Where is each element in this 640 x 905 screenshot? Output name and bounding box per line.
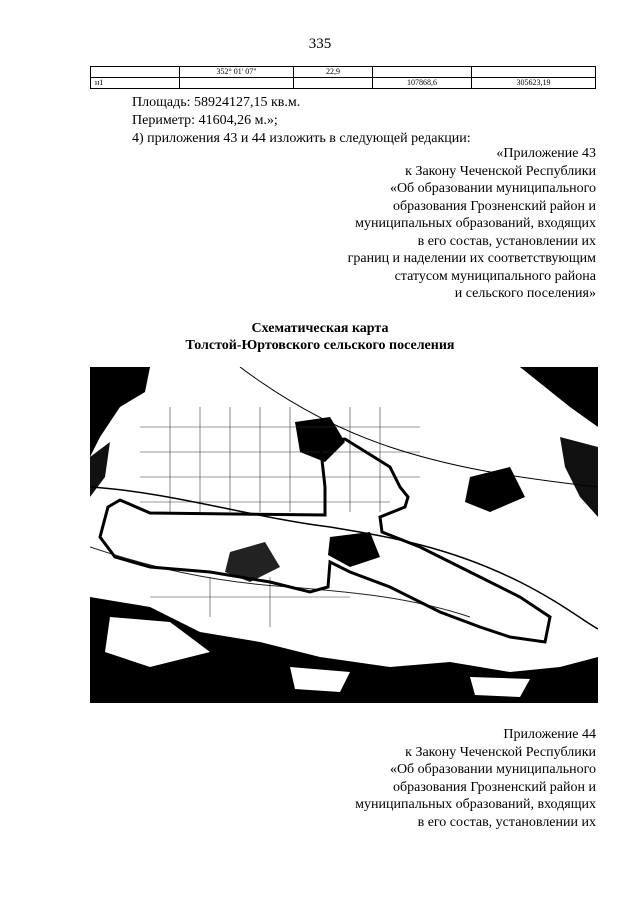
table-cell: 305623,19 [472,78,596,89]
appendix-43-line: «Приложение 43 [496,146,596,161]
appendix-43-line: «Об образовании муниципального [389,181,596,196]
amendment-line: 4) приложения 43 и 44 изложить в следующей редакции: [132,131,471,146]
perimeter-line: Периметр: 41604,26 м.»; [132,113,278,128]
appendix-43-line: и сельского поселения» [454,286,596,301]
appendix-44-header [355,726,596,831]
page-number: 335 [308,36,332,52]
map-title-line: Толстой-Юртовского сельского поселения [185,338,455,353]
area-line: Площадь: 58924127,15 кв.м. [132,95,301,110]
table-cell [180,78,294,89]
appendix-44-line: к Закону Чеченской Республики [405,744,596,760]
appendix-43-line: образования Грозненский район и [393,198,596,214]
table-cell: 107868,6 [373,78,472,89]
appendix-43-line: границ и наделении их соответствующим [347,251,596,266]
map-title [0,320,640,354]
appendix-44-line: в его состав, установлении их [417,814,596,830]
table-row [91,78,596,89]
table-cell: 22,9 [294,67,373,78]
appendix-44-line: образования Грозненский район и [393,779,596,795]
map-title-line: Схематическая карта [251,321,389,336]
table-cell [294,78,373,89]
appendix-44-line: Приложение 44 [503,727,596,742]
table-cell [373,67,472,78]
appendix-44-line: «Об образовании муниципального [389,762,596,777]
appendix-43-header [348,145,596,303]
map-terrain [470,677,530,697]
table-cell: 352° 01' 07" [180,67,294,78]
table-cell: н1 [91,78,180,89]
schematic-map [90,367,598,703]
table-cell [472,67,596,78]
table-cell [91,67,180,78]
coordinates-table [90,66,596,89]
appendix-43-line: к Закону Чеченской Республики [405,163,596,179]
appendix-43-line: муниципальных образований, входящих [355,216,596,231]
appendix-43-line: в его состав, установлении их [417,233,596,249]
table-row [91,67,596,78]
appendix-44-line: муниципальных образований, входящих [355,797,596,812]
appendix-43-line: статусом муниципального района [394,268,596,284]
